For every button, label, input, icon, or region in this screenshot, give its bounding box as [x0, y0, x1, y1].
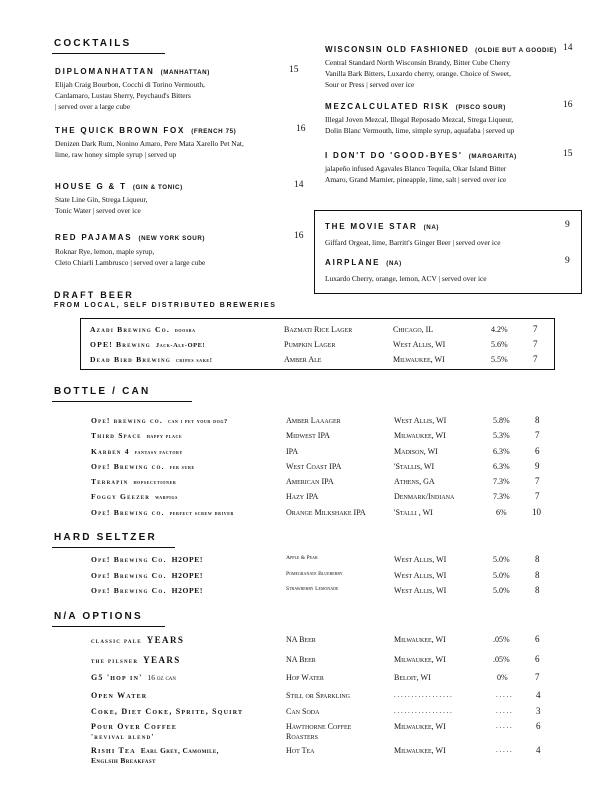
brewery-name: Ope! Brewing co.: [91, 508, 165, 517]
beer-abv: 5.0%: [493, 555, 510, 564]
cocktail-name: HOUSE G & T: [55, 182, 127, 191]
brewery-name: Ope! Brewing co.: [91, 462, 165, 471]
brewery-name: Terrapin: [91, 477, 129, 486]
drink-name: Pour Over Coffee: [91, 722, 178, 731]
beer-location: Chicago, IL: [393, 325, 434, 334]
brewery-name: Third Space: [91, 431, 142, 440]
beer-price: 8: [535, 570, 540, 580]
beer-name: H2OPE!: [171, 571, 204, 580]
cocktail-style: (NA): [423, 224, 440, 231]
cocktail-name: I DON'T DO 'GOOD-BYES': [325, 151, 463, 160]
beer-style: Amber Laaager: [286, 416, 341, 425]
drink-name-brand: YEARS: [143, 655, 181, 665]
drink-subname-line2: Englsih Breakfast: [91, 756, 156, 765]
cocktail-style: (GIN & TONIC): [132, 184, 183, 191]
cocktails-rule: [52, 53, 165, 54]
beer-style: Hazy IPA: [286, 492, 319, 501]
beer-abv: 5.3%: [493, 431, 510, 440]
drink-style: Can Soda: [286, 707, 320, 716]
drink-price: 6: [536, 721, 541, 731]
drink-location: Beloit, WI: [394, 673, 431, 682]
beer-style: Apple & Pear: [286, 555, 318, 561]
drink-style: NA Beer: [286, 655, 316, 664]
beer-name: cripes sake!: [175, 357, 213, 364]
cocktail-description: Denizen Dark Rum, Nonino Amaro, Pere Mata Xarello Pet Nat, lime, raw honey simple syrup | served up: [55, 139, 244, 159]
brewery-name: Ope! Brewing Co.: [91, 555, 167, 564]
beer-abv: 6.3%: [493, 447, 510, 456]
na-heading: N/A OPTIONS: [54, 611, 143, 622]
draft-heading: DRAFT BEER: [54, 290, 134, 300]
drink-abv: . . . . .: [496, 691, 512, 699]
cocktail-description: Luxardo Cherry, orange, lemon, ACV | served over ice: [325, 274, 487, 283]
na-rule: [52, 626, 165, 627]
beer-price: 7: [533, 354, 538, 364]
beer-name: Jack-Ale-OPE!: [155, 342, 206, 349]
beer-location: West Allis, WI: [394, 586, 447, 595]
cocktail-description: jalapeño infused Agavales Blanco Tequila, Okar Island Bitter Amaro, Grand Marnier, pineapple, lime, salt | served over ice: [325, 164, 507, 184]
beer-style: American IPA: [286, 477, 334, 486]
seltzer-rule: [52, 547, 175, 548]
cocktail-price: 16: [294, 231, 304, 241]
beer-name: warpigs: [155, 494, 178, 501]
beer-location: West Allis, WI: [393, 340, 446, 349]
cocktail-description: Illegal Joven Mezcal, Illegal Reposado Mezcal, Strega Liqueur, Dolin Blanc Vermouth, lime, simple syrup, aquafaba | served up: [325, 115, 515, 135]
beer-style: West Coast IPA: [286, 462, 342, 471]
drink-abv: .05%: [493, 635, 510, 644]
beer-abv: 5.0%: [493, 571, 510, 580]
drink-location: Milwaukee, WI: [394, 655, 446, 664]
drink-abv: . . . . .: [496, 746, 512, 754]
cocktail-description: Giffard Orgeat, lime, Barritt's Ginger Beer | served over ice: [325, 238, 501, 247]
beer-price: 9: [535, 461, 540, 471]
beer-location: Denmark/Indiana: [394, 492, 455, 501]
drink-abv: 0%: [497, 673, 508, 682]
beer-style: Bazmati Rice Lager: [284, 325, 353, 334]
beer-price: 10: [532, 507, 541, 517]
cocktail-name: THE MOVIE STAR: [325, 222, 418, 231]
drink-location: Milwaukee, WI: [394, 635, 446, 644]
drink-location: . . . . . . . . . . . . . . . . .: [394, 691, 452, 699]
drink-name: G5 'hop in': [91, 673, 143, 682]
beer-style: IPA: [286, 447, 299, 456]
beer-name: H2OPE!: [171, 586, 204, 595]
beer-abv: 4.2%: [491, 325, 508, 334]
seltzer-heading: HARD SELTZER: [54, 532, 157, 543]
brewery-name: Azadi Brewing Co.: [90, 325, 170, 334]
drink-name: Rishi Tea: [91, 746, 136, 755]
beer-price: 8: [535, 415, 540, 425]
drink-name: Coke, Diet Coke, Sprite, Squirt: [91, 707, 244, 716]
beer-style: Pomegranate Blueberry: [286, 571, 343, 577]
drink-location: . . . . . . . . . . . . . . . . .: [394, 707, 452, 715]
cocktail-style: (FRENCH 75): [191, 128, 237, 135]
cocktail-price: 9: [565, 220, 570, 230]
drink-name: classic pale: [91, 638, 142, 645]
drink-abv: . . . . .: [496, 707, 512, 715]
beer-price: 7: [535, 476, 540, 486]
beer-location: 'Stallis, WI: [394, 462, 435, 471]
cocktail-style: (NA): [386, 260, 402, 267]
drink-price: 3: [536, 706, 541, 716]
drink-name: Open Water: [91, 691, 148, 700]
brewery-name: Ope! brewing co.: [91, 416, 163, 425]
cocktail-name: THE QUICK BROWN FOX: [55, 126, 186, 135]
beer-name: fantasy factory: [134, 449, 183, 456]
drink-style-line2: Roasters: [286, 732, 319, 741]
cocktail-name: DIPLOMANHATTAN: [55, 67, 155, 76]
beer-name: perfect screw driver: [169, 510, 234, 517]
cocktail-price: 16: [296, 124, 306, 134]
beer-abv: 5.6%: [491, 340, 508, 349]
draft-subheading: FROM LOCAL, SELF DISTRIBUTED BREWERIES: [54, 302, 277, 309]
beer-name: fer sure: [169, 464, 195, 471]
drink-style: Still or Sparkling: [286, 691, 351, 700]
brewery-name: Ope! Brewing Co.: [91, 571, 167, 580]
beer-location: Milwaukee, WI: [393, 355, 445, 364]
beer-price: 7: [535, 430, 540, 440]
beer-name: happy place: [146, 433, 183, 440]
beer-abv: 7.3%: [493, 477, 510, 486]
cocktail-style: (NEW YORK SOUR): [138, 235, 206, 242]
beer-abv: 7.3%: [493, 492, 510, 501]
beer-price: 8: [535, 554, 540, 564]
drink-abv: .05%: [493, 655, 510, 664]
beer-abv: 6.3%: [493, 462, 510, 471]
drink-name-brand: YEARS: [146, 635, 185, 645]
cocktail-description: State Line Gin, Strega Liqueur, Tonic Water | served over ice: [55, 195, 148, 215]
beer-abv: 6%: [496, 508, 507, 517]
cocktail-name: WISCONSIN OLD FASHIONED: [325, 45, 470, 54]
beer-style: Strawberry Lemonade: [286, 586, 339, 592]
drink-style: NA Beer: [286, 635, 316, 644]
drink-price: 7: [535, 672, 540, 682]
beer-abv: 5.5%: [491, 355, 508, 364]
beer-price: 7: [533, 339, 538, 349]
cocktail-name: RED PAJAMAS: [55, 233, 133, 242]
drink-price: 6: [535, 654, 540, 664]
beer-location: Madison, WI: [394, 447, 438, 456]
beer-name: doosra: [174, 327, 196, 334]
cocktail-style: (PISCO SOUR): [455, 104, 506, 111]
beer-abv: 5.0%: [493, 586, 510, 595]
beer-location: West Allis, WI: [394, 555, 447, 564]
drink-price: 4: [536, 745, 541, 755]
cocktail-price: 15: [289, 65, 299, 75]
beer-price: 6: [535, 446, 540, 456]
drink-subname: Earl Grey, Camomile,: [140, 746, 219, 755]
beer-style: Pumpkin Lager: [284, 340, 336, 349]
beer-name: can i pet your dog?: [167, 418, 228, 425]
cocktail-price: 16: [563, 100, 573, 110]
beer-location: Milwaukee, WI: [394, 431, 446, 440]
drink-location: Milwaukee, WI: [394, 746, 446, 755]
brewery-name: Karben 4: [91, 447, 130, 456]
beer-location: Athens, GA: [394, 477, 435, 486]
brewery-name: Dead Bird Brewing: [90, 355, 171, 364]
beer-price: 8: [535, 585, 540, 595]
beer-style: Orange Milkshake IPA: [286, 508, 366, 517]
drink-name: the pilsner: [91, 658, 139, 665]
drink-style: Hop Water: [286, 673, 324, 682]
cocktail-style: (OLDIE BUT A GOODIE): [475, 47, 557, 54]
drink-subname: 'revival blend': [91, 732, 155, 741]
beer-price: 7: [535, 491, 540, 501]
cocktail-description: Elijah Craig Bourbon, Cocchi di Torino Vermouth, Cardamaro, Lustau Sherry, Peychaud's Bitters | served over a large cube: [55, 80, 205, 111]
beer-location: West Allis, WI: [394, 571, 447, 580]
brewery-name: Foggy Geezer: [91, 492, 151, 501]
cocktails-heading: COCKTAILS: [54, 38, 132, 49]
cocktail-name: AIRPLANE: [325, 258, 381, 267]
bottle-heading: BOTTLE / CAN: [54, 386, 151, 397]
brewery-name: Ope! Brewing Co.: [91, 586, 167, 595]
beer-style: Midwest IPA: [286, 431, 330, 440]
drink-price: 4: [536, 690, 541, 700]
cocktail-price: 15: [563, 149, 573, 159]
beer-name: H2OPE!: [171, 555, 204, 564]
cocktail-description: Central Standard North Wisconsin Brandy, Bitter Cube Cherry Vanilla Bark Bitters, Luxardo cherry, orange. Choice of Sweet, Sour or Press | served over ice: [325, 58, 511, 89]
cocktail-description: Roknar Rye, lemon, maple syrup, Cleto Chiarli Lambrusco | served over a large cube: [55, 247, 206, 267]
beer-price: 7: [533, 324, 538, 334]
beer-location: West Allis, WI: [394, 416, 447, 425]
cocktail-name: MEZCALCULATED RISK: [325, 102, 450, 111]
drink-style: Hawthorne Coffee: [286, 722, 352, 731]
bottle-rule: [52, 401, 192, 402]
beer-name: hopsecutioner: [133, 479, 177, 486]
cocktail-style: (MANHATTAN): [160, 69, 210, 76]
drink-size: 16 oz can: [147, 673, 177, 682]
beer-abv: 5.8%: [493, 416, 510, 425]
beer-location: 'Stalli , WI: [394, 508, 433, 517]
drink-style: Hot Tea: [286, 746, 315, 755]
cocktail-style: (MARGARITA): [468, 153, 517, 160]
cocktail-price: 9: [565, 256, 570, 266]
drink-location: Milwaukee, WI: [394, 722, 446, 731]
cocktail-price: 14: [294, 180, 304, 190]
beer-style: Amber Ale: [284, 355, 322, 364]
cocktail-price: 14: [563, 43, 573, 53]
drink-price: 6: [535, 634, 540, 644]
brewery-name: OPE! Brewing: [90, 340, 151, 349]
drink-abv: . . . . .: [496, 722, 512, 730]
